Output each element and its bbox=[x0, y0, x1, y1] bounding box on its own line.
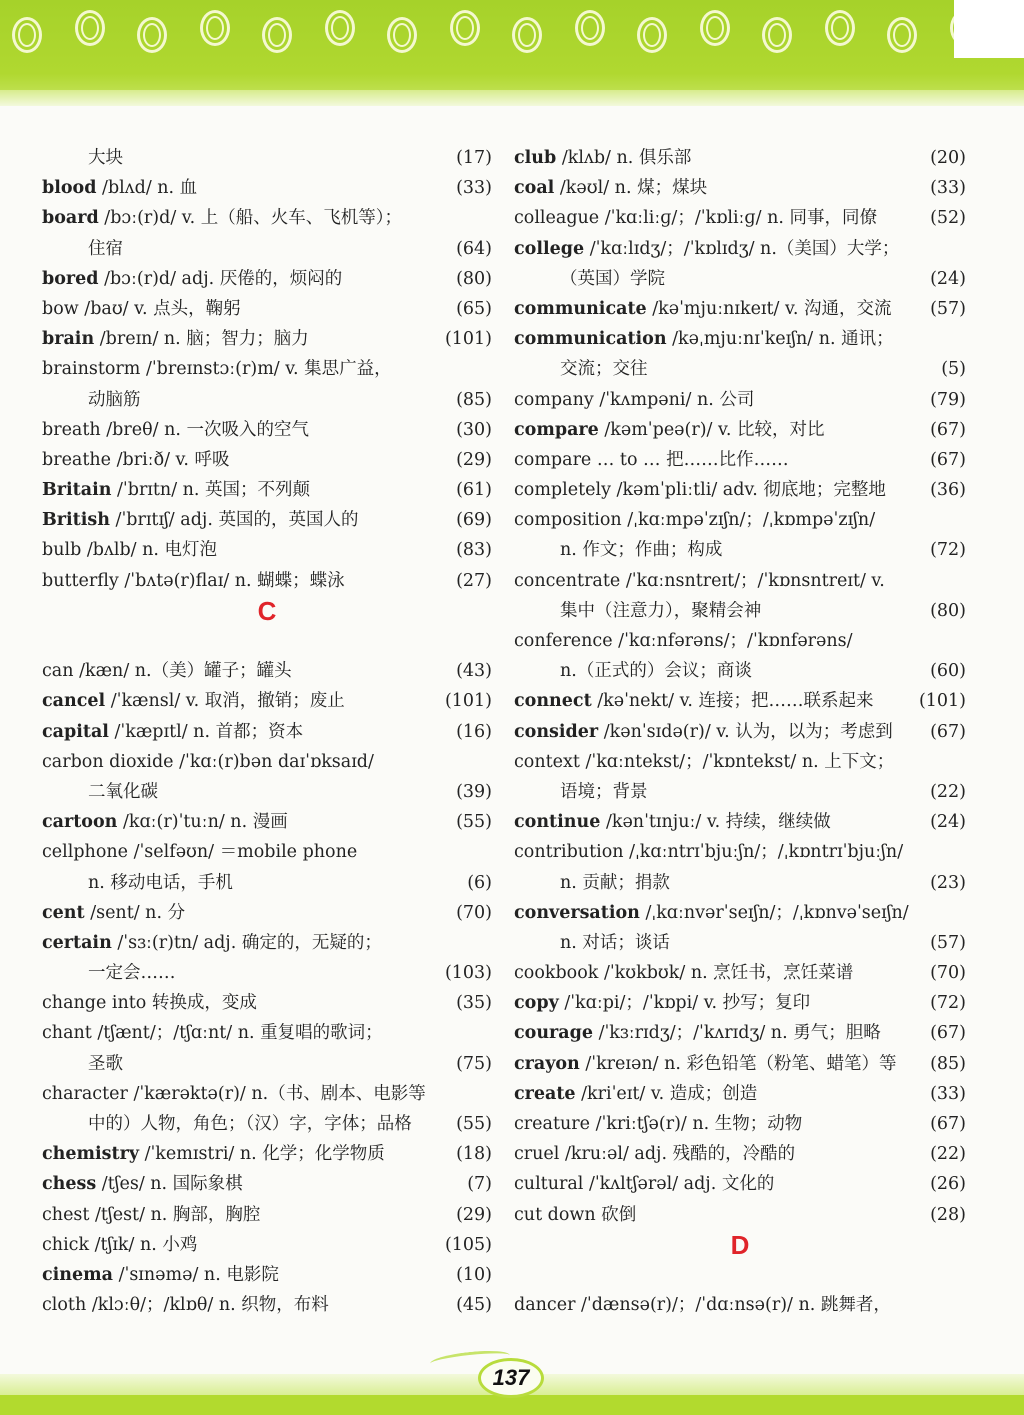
glossary-entry bbox=[514, 234, 966, 264]
headword: blood bbox=[42, 178, 97, 199]
ring-decoration bbox=[637, 17, 667, 53]
entry-definition: /ˈsɪnəmə/ n. 电影院 bbox=[118, 1264, 279, 1285]
entry-definition: n. 贡献；捐款 bbox=[560, 872, 670, 893]
headword: create bbox=[514, 1083, 576, 1104]
headword: capital bbox=[42, 721, 109, 742]
glossary-entry bbox=[514, 958, 966, 988]
entry-definition: /ˈkemɪstri/ n. 化学；化学物质 bbox=[144, 1144, 385, 1165]
glossary-entry bbox=[514, 686, 966, 716]
unit-reference: (85) bbox=[930, 1053, 966, 1074]
unit-reference: (29) bbox=[456, 1204, 492, 1225]
entry-continuation-line bbox=[514, 264, 966, 294]
unit-reference: (17) bbox=[456, 148, 492, 168]
unit-reference: (70) bbox=[456, 902, 492, 923]
unit-reference: (33) bbox=[930, 178, 966, 199]
entry-definition: 圣歌 bbox=[88, 1053, 123, 1074]
glossary-entry bbox=[42, 1139, 492, 1169]
entry-definition: /ˈbʌtə(r)flaɪ/ n. 蝴蝶；蝶泳 bbox=[124, 570, 345, 591]
entry-definition: /kəˌmjuːnɪˈkeɪʃn/ n. 通讯； bbox=[672, 329, 894, 350]
unit-reference: (43) bbox=[456, 661, 492, 682]
entry-continuation-line bbox=[42, 1049, 492, 1079]
headword: compare … to … bbox=[514, 449, 661, 470]
headword: cartoon bbox=[42, 812, 118, 833]
glossary-entry bbox=[514, 1290, 966, 1320]
unit-reference: (29) bbox=[456, 449, 492, 470]
entry-definition: /ˈkʊkbʊk/ n. 烹饪书，烹饪菜谱 bbox=[603, 963, 854, 984]
entry-definition: 二氧化碳 bbox=[88, 781, 158, 802]
glossary-entry bbox=[514, 1079, 966, 1109]
glossary-entry bbox=[42, 1169, 492, 1199]
entry-definition: /ˈkɑːlɪdʒ/；/ˈkɒlɪdʒ/ n.（美国）大学； bbox=[589, 238, 900, 259]
glossary-entry bbox=[514, 415, 966, 445]
glossary-entry bbox=[514, 445, 966, 475]
unit-reference: (30) bbox=[456, 419, 492, 440]
glossary-entry bbox=[514, 203, 966, 233]
unit-reference: (65) bbox=[456, 298, 492, 319]
unit-reference: (80) bbox=[456, 268, 492, 289]
ring-decoration bbox=[137, 17, 167, 53]
headword: chemistry bbox=[42, 1144, 140, 1165]
glossary-left-column bbox=[42, 143, 492, 1320]
glossary-entry bbox=[42, 324, 492, 354]
ring-decoration bbox=[75, 10, 105, 46]
unit-reference: (22) bbox=[930, 1144, 966, 1165]
glossary-entry bbox=[42, 988, 492, 1018]
glossary-entry bbox=[42, 294, 492, 324]
entry-definition: /kəmˈpliːtli/ adv. 彻底地；完整地 bbox=[616, 480, 886, 501]
glossary-right-column bbox=[514, 143, 966, 1320]
unit-reference: (67) bbox=[930, 419, 966, 440]
entry-definition: /ˈkriːtʃə(r)/ n. 生物；动物 bbox=[595, 1114, 803, 1134]
unit-reference: (23) bbox=[930, 872, 966, 893]
entry-definition: 大块 bbox=[88, 148, 123, 168]
unit-reference: (85) bbox=[456, 389, 492, 410]
entry-definition: /klʌb/ n. 俱乐部 bbox=[561, 148, 692, 168]
unit-reference: (61) bbox=[456, 480, 492, 501]
glossary-entry bbox=[514, 807, 966, 837]
entry-definition: /ˈbreɪnstɔː(r)m/ v. 集思广益， bbox=[145, 359, 392, 380]
entry-definition: /bɔː(r)d/ v. 上（船、火车、飞机等）； bbox=[104, 208, 402, 229]
entry-definition: 一定会…… bbox=[88, 963, 176, 984]
entry-continuation-line bbox=[514, 928, 966, 958]
entry-continuation-line bbox=[514, 535, 966, 565]
entry-definition: 转换成，变成 bbox=[151, 993, 257, 1014]
entry-continuation-line bbox=[514, 656, 966, 686]
entry-definition: /blʌd/ n. 血 bbox=[102, 178, 198, 199]
glossary-entry bbox=[514, 385, 966, 415]
headword: chick bbox=[42, 1234, 90, 1255]
ring-decoration bbox=[200, 10, 230, 46]
unit-reference: (28) bbox=[930, 1204, 966, 1225]
entry-definition: n. 对话；谈话 bbox=[560, 932, 670, 953]
unit-reference: (33) bbox=[456, 178, 492, 199]
glossary-entry bbox=[42, 686, 492, 716]
glossary-entry bbox=[514, 626, 966, 656]
entry-continuation-line bbox=[514, 868, 966, 898]
unit-reference: (55) bbox=[456, 812, 492, 833]
footer-band bbox=[0, 1395, 1024, 1415]
entry-definition: n. 移动电话，手机 bbox=[88, 872, 233, 893]
ring-decoration bbox=[325, 10, 355, 46]
entry-definition: /ˈkænsl/ v. 取消，撤销；废止 bbox=[110, 691, 345, 712]
glossary-entry bbox=[514, 324, 966, 354]
entry-definition: /ˌkɑːnvərˈseɪʃn/；/ˌkɒnvəˈseɪʃn/ bbox=[645, 902, 909, 923]
glossary-entry bbox=[514, 505, 966, 535]
ring-decoration bbox=[700, 10, 730, 46]
entry-definition: /kɑː(r)ˈtuːn/ n. 漫画 bbox=[122, 812, 288, 833]
unit-reference: (27) bbox=[456, 570, 492, 591]
headword: consider bbox=[514, 721, 599, 742]
entry-definition: /klɔːθ/；/klɒθ/ n. 织物，布料 bbox=[91, 1295, 329, 1316]
entry-definition: /ˈkreɪən/ n. 彩色铅笔（粉笔、蜡笔）等 bbox=[585, 1053, 897, 1074]
headword: concentrate bbox=[514, 570, 621, 591]
entry-definition: 砍倒 bbox=[601, 1204, 637, 1225]
headword: chess bbox=[42, 1174, 97, 1195]
glossary-entry bbox=[42, 203, 492, 233]
unit-reference: (57) bbox=[930, 932, 966, 953]
glossary-entry bbox=[42, 807, 492, 837]
unit-reference: (5) bbox=[941, 359, 966, 380]
entry-definition: /kənˈtɪnjuː/ v. 持续，继续做 bbox=[605, 812, 831, 833]
unit-reference: (16) bbox=[456, 721, 492, 742]
entry-continuation-line bbox=[514, 596, 966, 626]
glossary-entry bbox=[514, 717, 966, 747]
headword: compare bbox=[514, 419, 599, 440]
glossary-entry bbox=[514, 1018, 966, 1048]
unit-reference: (57) bbox=[930, 298, 966, 319]
unit-reference: (67) bbox=[930, 1023, 966, 1044]
headword: company bbox=[514, 389, 594, 410]
headword: change into bbox=[42, 993, 147, 1014]
entry-definition: 住宿 bbox=[88, 238, 123, 259]
headword: coal bbox=[514, 178, 555, 199]
glossary-entry bbox=[42, 656, 492, 686]
entry-definition: 把……比作…… bbox=[666, 449, 789, 470]
headword: contribution bbox=[514, 842, 624, 863]
entry-definition: n.（正式的）会议；商谈 bbox=[560, 661, 752, 682]
headword: cookbook bbox=[514, 963, 599, 984]
unit-reference: (69) bbox=[456, 510, 492, 531]
header-banner-fade bbox=[0, 90, 1024, 106]
headword: college bbox=[514, 238, 585, 259]
glossary-entry bbox=[42, 264, 492, 294]
headword: club bbox=[514, 148, 557, 168]
unit-reference: (101) bbox=[918, 691, 966, 712]
unit-reference: (35) bbox=[456, 993, 492, 1014]
entry-definition: /tʃænt/；/tʃɑːnt/ n. 重复唱的歌词； bbox=[97, 1023, 383, 1044]
unit-reference: (24) bbox=[930, 812, 966, 833]
headword: creature bbox=[514, 1114, 590, 1134]
entry-definition: /ˈkɜːrɪdʒ/；/ˈkʌrɪdʒ/ n. 勇气；胆略 bbox=[598, 1023, 881, 1044]
glossary-entry bbox=[514, 294, 966, 324]
headword: board bbox=[42, 208, 99, 229]
glossary-entry bbox=[514, 747, 966, 777]
entry-definition: /briːð/ v. 呼吸 bbox=[116, 449, 230, 470]
section-letter: D bbox=[730, 1229, 750, 1260]
headword: communication bbox=[514, 329, 667, 350]
headword: continue bbox=[514, 812, 601, 833]
entry-definition: /ˌkɑːntrɪˈbjuːʃn/；/ˌkɒntrɪˈbjuːʃn/ bbox=[629, 842, 904, 863]
glossary-entry bbox=[42, 1230, 492, 1260]
glossary-entry bbox=[42, 717, 492, 747]
headword: Britain bbox=[42, 480, 112, 501]
unit-reference: (67) bbox=[930, 721, 966, 742]
headword: cut down bbox=[514, 1204, 596, 1225]
entry-definition: /ˈselfəʊn/ ＝mobile phone bbox=[133, 842, 358, 863]
entry-definition: /ˈkɑːnfərəns/；/ˈkɒnfərəns/ bbox=[618, 631, 853, 651]
glossary-entry bbox=[42, 1290, 492, 1320]
headword: cruel bbox=[514, 1144, 560, 1165]
headword: carbon dioxide bbox=[42, 751, 174, 772]
headword: copy bbox=[514, 993, 559, 1014]
entry-definition: /sent/ n. 分 bbox=[90, 902, 186, 923]
unit-reference: (101) bbox=[444, 329, 492, 350]
unit-reference: (75) bbox=[456, 1053, 492, 1074]
section-letter-heading bbox=[514, 1230, 966, 1290]
unit-reference: (70) bbox=[930, 963, 966, 984]
corner-blank bbox=[954, 0, 1024, 58]
unit-reference: (72) bbox=[930, 540, 966, 561]
unit-reference: (64) bbox=[456, 238, 492, 259]
entry-continuation-line bbox=[42, 143, 492, 173]
entry-definition: /breθ/ n. 一次吸入的空气 bbox=[106, 419, 309, 440]
entry-definition: /kənˈsɪdə(r)/ v. 认为，以为；考虑到 bbox=[603, 721, 893, 742]
unit-reference: (79) bbox=[930, 389, 966, 410]
headword: can bbox=[42, 661, 74, 682]
entry-continuation-line bbox=[42, 958, 492, 988]
headword: character bbox=[42, 1083, 128, 1104]
ring-decoration bbox=[887, 17, 917, 53]
entry-continuation-line bbox=[514, 777, 966, 807]
glossary-entry bbox=[42, 1260, 492, 1290]
glossary-entry bbox=[42, 445, 492, 475]
headword: cultural bbox=[514, 1174, 584, 1195]
entry-definition: /baʊ/ v. 点头，鞠躬 bbox=[84, 298, 241, 319]
entry-definition: /kæn/ n.（美）罐子；罐头 bbox=[79, 661, 292, 682]
entry-definition: /ˈkærəktə(r)/ n.（书、剧本、电影等 bbox=[133, 1083, 426, 1104]
glossary-entry bbox=[42, 837, 492, 867]
glossary-entry bbox=[514, 1169, 966, 1199]
unit-reference: (24) bbox=[930, 268, 966, 289]
ring-decoration bbox=[512, 17, 542, 53]
unit-reference: (33) bbox=[930, 1083, 966, 1104]
entry-continuation-line bbox=[514, 354, 966, 384]
unit-reference: (22) bbox=[930, 781, 966, 802]
entry-definition: /kəˈmjuːnɪkeɪt/ v. 沟通，交流 bbox=[652, 298, 892, 319]
entry-definition: 交流；交往 bbox=[560, 359, 648, 380]
unit-reference: (60) bbox=[930, 661, 966, 682]
ring-decoration bbox=[825, 10, 855, 46]
ring-decoration bbox=[387, 17, 417, 53]
glossary-entry bbox=[514, 1049, 966, 1079]
entry-definition: /ˈkʌltʃərəl/ adj. 文化的 bbox=[588, 1174, 775, 1195]
headword: brain bbox=[42, 329, 95, 350]
entry-definition: /ˈdænsə(r)/；/ˈdɑːnsə(r)/ n. 跳舞者， bbox=[581, 1295, 891, 1316]
unit-reference: (83) bbox=[456, 540, 492, 561]
glossary-entry bbox=[42, 928, 492, 958]
entry-definition: /ˈsɜː(r)tn/ adj. 确定的，无疑的； bbox=[117, 932, 382, 953]
headword: connect bbox=[514, 691, 592, 712]
unit-reference: (36) bbox=[930, 480, 966, 501]
glossary-entry bbox=[514, 475, 966, 505]
unit-reference: (6) bbox=[467, 872, 492, 893]
entry-continuation-line bbox=[42, 777, 492, 807]
ring-decoration bbox=[262, 17, 292, 53]
glossary-entry bbox=[42, 566, 492, 596]
ring-decoration bbox=[575, 10, 605, 46]
entry-definition: n. 作文；作曲；构成 bbox=[560, 540, 723, 561]
headword: chest bbox=[42, 1204, 90, 1225]
entry-definition: /bɔː(r)d/ adj. 厌倦的，烦闷的 bbox=[104, 268, 343, 289]
entry-definition: /ˈkɑː(r)bən daɪˈɒksaɪd/ bbox=[179, 751, 374, 772]
glossary-entry bbox=[514, 898, 966, 928]
glossary-entry bbox=[514, 1139, 966, 1169]
headword: crayon bbox=[514, 1053, 580, 1074]
section-letter: C bbox=[257, 595, 277, 626]
unit-reference: (72) bbox=[930, 993, 966, 1014]
entry-definition: 动脑筋 bbox=[88, 389, 141, 410]
glossary-entry bbox=[514, 1200, 966, 1230]
entry-definition: 中的）人物，角色；（汉）字，字体；品格 bbox=[88, 1114, 412, 1135]
headword: bow bbox=[42, 298, 79, 319]
headword: butterfly bbox=[42, 570, 119, 591]
entry-definition: （英国）学院 bbox=[560, 268, 665, 289]
entry-definition: /breɪn/ n. 脑；智力；脑力 bbox=[99, 329, 309, 350]
headword: brainstorm bbox=[42, 359, 141, 380]
glossary-entry bbox=[42, 1079, 492, 1109]
glossary-entry bbox=[514, 566, 966, 596]
headword: chant bbox=[42, 1023, 92, 1044]
glossary-entry bbox=[42, 1018, 492, 1048]
headword: British bbox=[42, 510, 110, 531]
entry-definition: /kəˈnekt/ v. 连接；把……联系起来 bbox=[597, 691, 874, 712]
entry-continuation-line bbox=[42, 234, 492, 264]
page-number: 137 bbox=[478, 1358, 544, 1398]
entry-definition: /ˈbrɪtn/ n. 英国；不列颠 bbox=[117, 480, 311, 501]
headword: breathe bbox=[42, 449, 112, 470]
glossary-entry bbox=[514, 837, 966, 867]
glossary-entry bbox=[42, 354, 492, 384]
unit-reference: (67) bbox=[930, 1114, 966, 1134]
headword: completely bbox=[514, 480, 611, 501]
entry-definition: 语境；背景 bbox=[560, 781, 648, 802]
glossary-entry bbox=[42, 475, 492, 505]
unit-reference: (7) bbox=[467, 1174, 492, 1195]
unit-reference: (10) bbox=[456, 1264, 492, 1285]
headword: composition bbox=[514, 510, 622, 531]
entry-definition: /ˈkʌmpəni/ n. 公司 bbox=[599, 389, 755, 410]
glossary-entry bbox=[42, 173, 492, 203]
unit-reference: (45) bbox=[456, 1295, 492, 1316]
headword: cinema bbox=[42, 1264, 114, 1285]
headword: cloth bbox=[42, 1295, 87, 1316]
entry-definition: /ˈbrɪtɪʃ/ adj. 英国的，英国人的 bbox=[115, 510, 359, 531]
glossary-entry bbox=[42, 747, 492, 777]
section-letter-heading bbox=[42, 596, 492, 656]
unit-reference: (55) bbox=[456, 1114, 492, 1135]
glossary-entry bbox=[42, 898, 492, 928]
headword: bored bbox=[42, 268, 99, 289]
entry-definition: /kruːəl/ adj. 残酷的，冷酷的 bbox=[564, 1144, 796, 1165]
glossary-entry bbox=[514, 173, 966, 203]
ring-decoration bbox=[762, 17, 792, 53]
entry-continuation-line bbox=[42, 385, 492, 415]
glossary-entry bbox=[42, 415, 492, 445]
entry-definition: /ˈkæpɪtl/ n. 首都；资本 bbox=[114, 721, 304, 742]
unit-reference: (101) bbox=[444, 691, 492, 712]
ring-decoration bbox=[450, 10, 480, 46]
unit-reference: (80) bbox=[930, 600, 966, 621]
headword: cancel bbox=[42, 691, 106, 712]
entry-definition: /ˈkɑːntekst/；/ˈkɒntekst/ n. 上下文； bbox=[585, 751, 895, 772]
headword: dancer bbox=[514, 1295, 576, 1316]
unit-reference: (52) bbox=[930, 208, 966, 229]
headword: breath bbox=[42, 419, 101, 440]
entry-definition: /ˌkɑːmpəˈzɪʃn/；/ˌkɒmpəˈzɪʃn/ bbox=[627, 510, 876, 531]
headword: context bbox=[514, 751, 580, 772]
unit-reference: (105) bbox=[444, 1234, 492, 1255]
headword: certain bbox=[42, 932, 112, 953]
headword: courage bbox=[514, 1023, 593, 1044]
entry-definition: /tʃɪk/ n. 小鸡 bbox=[94, 1234, 198, 1255]
unit-reference: (103) bbox=[444, 963, 492, 984]
headword: cellphone bbox=[42, 842, 128, 863]
entry-definition: /ˈkɑːnsntreɪt/；/ˈkɒnsntreɪt/ v. bbox=[625, 570, 885, 591]
headword: bulb bbox=[42, 540, 82, 561]
headword: cent bbox=[42, 902, 85, 923]
entry-definition: /bʌlb/ n. 电灯泡 bbox=[86, 540, 217, 561]
glossary-entry bbox=[42, 535, 492, 565]
ring-decoration bbox=[12, 17, 42, 53]
unit-reference: (26) bbox=[930, 1174, 966, 1195]
entry-definition: /tʃes/ n. 国际象棋 bbox=[101, 1174, 243, 1195]
entry-definition: /kəmˈpeə(r)/ v. 比较，对比 bbox=[604, 419, 825, 440]
unit-reference: (20) bbox=[930, 148, 966, 168]
entry-definition: /kriˈeɪt/ v. 造成；创造 bbox=[581, 1083, 758, 1104]
entry-definition: /kəʊl/ n. 煤；煤块 bbox=[559, 178, 708, 199]
entry-continuation-line bbox=[42, 868, 492, 898]
glossary-entry bbox=[42, 1200, 492, 1230]
entry-continuation-line bbox=[42, 1109, 492, 1139]
unit-reference: (39) bbox=[456, 781, 492, 802]
entry-definition: /ˈkɑːliːɡ/；/ˈkɒliːɡ/ n. 同事，同僚 bbox=[604, 208, 877, 229]
headword: conference bbox=[514, 631, 613, 651]
unit-reference: (18) bbox=[456, 1144, 492, 1165]
entry-definition: /tʃest/ n. 胸部，胸腔 bbox=[95, 1204, 261, 1225]
unit-reference: (67) bbox=[930, 449, 966, 470]
glossary-entry bbox=[514, 1109, 966, 1139]
headword: communicate bbox=[514, 298, 647, 319]
glossary-entry bbox=[514, 143, 966, 173]
headword: colleague bbox=[514, 208, 600, 229]
glossary-entry bbox=[514, 988, 966, 1018]
glossary-entry bbox=[42, 505, 492, 535]
entry-definition: /ˈkɑːpi/；/ˈkɒpi/ v. 抄写；复印 bbox=[564, 993, 811, 1014]
headword: conversation bbox=[514, 902, 640, 923]
entry-definition: 集中（注意力），聚精会神 bbox=[560, 600, 762, 621]
